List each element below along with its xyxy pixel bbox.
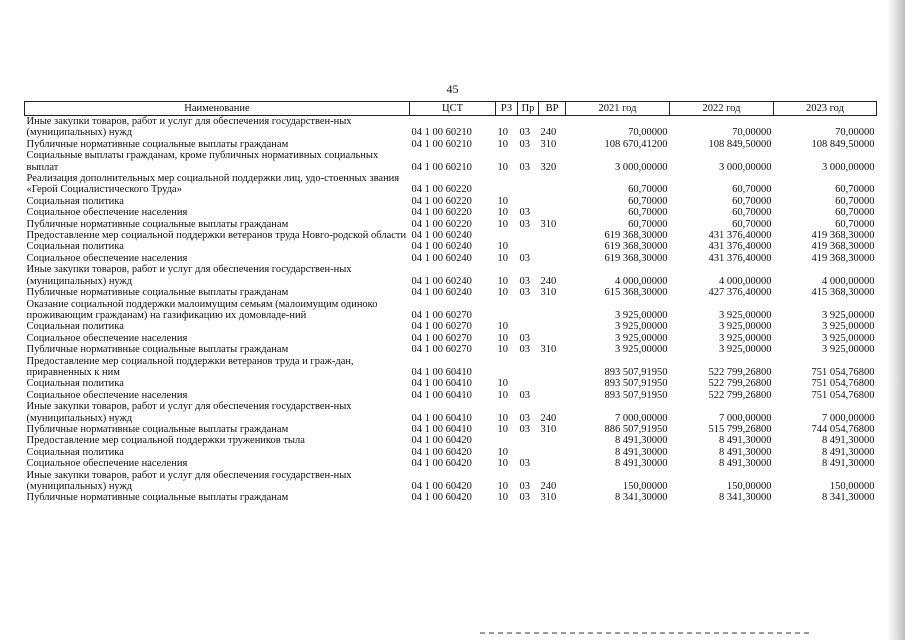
row-2023-cell: 60,70000 <box>835 195 875 207</box>
table-row <box>25 321 877 332</box>
row-2023-cell: 744 054,76800 <box>811 423 875 435</box>
row-rz-cell: 10 <box>497 321 508 333</box>
row-name-cell: Иные закупки товаров, работ и услуг для обеспечения государствен-ных (муниципальных) нужд <box>26 264 352 287</box>
table-row <box>25 264 877 287</box>
row-rz-cell: 10 <box>497 492 508 504</box>
row-csr-cell: 04 1 00 60420 <box>411 446 472 458</box>
row-rz-cell: 10 <box>497 332 508 344</box>
row-2021-cell: 7 000,00000 <box>615 412 668 424</box>
table-row <box>25 424 877 435</box>
row-2021-cell: 3 000,00000 <box>615 161 668 173</box>
row-rz-cell: 10 <box>497 378 508 390</box>
row-2022-cell: 427 376,40000 <box>708 287 772 299</box>
row-2023-cell: 751 054,76800 <box>811 366 875 378</box>
row-name-cell: Публичные нормативные социальные выплаты гражданам <box>26 492 289 504</box>
row-2023-cell: 751 054,76800 <box>811 389 875 401</box>
row-2021-cell: 619 368,30000 <box>604 230 668 242</box>
row-vr-cell <box>539 196 566 207</box>
row-csr-cell: 04 1 00 60410 <box>411 378 472 390</box>
row-csr-cell: 04 1 00 60240 <box>411 275 472 287</box>
row-csr-cell: 04 1 00 60270 <box>411 309 472 321</box>
row-csr-cell: 04 1 00 60410 <box>411 412 472 424</box>
row-csr-cell: 04 1 00 60240 <box>411 241 472 253</box>
row-pr-cell: 03 <box>519 412 530 424</box>
row-vr-cell <box>539 390 566 401</box>
row-pr-cell: 03 <box>519 275 530 287</box>
table-row <box>25 447 877 458</box>
row-pr-cell <box>518 173 539 196</box>
row-vr-cell: 240 <box>540 275 557 287</box>
row-pr-cell: 03 <box>519 423 530 435</box>
table-row <box>25 435 877 446</box>
row-csr-cell: 04 1 00 60220 <box>411 218 472 230</box>
row-2021-cell: 3 925,00000 <box>615 309 668 321</box>
row-2022-cell: 70,00000 <box>732 127 772 139</box>
row-pr-cell: 03 <box>519 458 530 470</box>
row-vr-cell: 310 <box>540 287 557 299</box>
row-2022-cell: 3 925,00000 <box>719 332 772 344</box>
row-rz-cell: 10 <box>497 252 508 264</box>
row-pr-cell <box>518 378 539 389</box>
row-name-cell: Публичные нормативные социальные выплаты гражданам <box>26 344 289 356</box>
table-row <box>25 139 877 150</box>
row-2023-cell: 60,70000 <box>835 207 875 219</box>
row-csr-cell: 04 1 00 60420 <box>411 492 472 504</box>
row-name-cell: Социальная политика <box>26 446 124 458</box>
row-2021-cell: 3 925,00000 <box>615 332 668 344</box>
row-name-cell: Социальное обеспечение населения <box>26 458 188 470</box>
row-vr-cell: 310 <box>540 492 557 504</box>
row-2023-cell: 415 368,30000 <box>811 287 875 299</box>
table-row <box>25 458 877 469</box>
row-pr-cell: 03 <box>519 389 530 401</box>
row-vr-cell: 310 <box>540 138 557 150</box>
scan-artifact-line <box>480 632 810 634</box>
row-2021-cell: 3 925,00000 <box>615 321 668 333</box>
row-vr-cell: 310 <box>540 423 557 435</box>
header-name: Наименование <box>25 102 410 116</box>
row-pr-cell <box>518 230 539 241</box>
row-2023-cell: 419 368,30000 <box>811 241 875 253</box>
row-vr-cell: 240 <box>540 412 557 424</box>
row-vr-cell <box>539 241 566 252</box>
row-csr-cell: 04 1 00 60220 <box>411 184 472 196</box>
row-2022-cell: 522 799,26800 <box>708 389 772 401</box>
row-pr-cell <box>518 241 539 252</box>
table-row <box>25 299 877 322</box>
table-row <box>25 470 877 493</box>
row-2022-cell: 60,70000 <box>732 218 772 230</box>
row-rz-cell: 10 <box>497 138 508 150</box>
row-rz-cell: 10 <box>497 275 508 287</box>
row-name-cell: Иные закупки товаров, работ и услуг для обеспечения государствен-ных (муниципальных) нужд <box>26 401 352 424</box>
row-2021-cell: 60,70000 <box>628 195 668 207</box>
row-2021-cell: 893 507,91950 <box>604 378 668 390</box>
table-row <box>25 207 877 218</box>
row-vr-cell <box>539 333 566 344</box>
row-name-cell: Реализация дополнительных мер социальной поддержки лиц, удо-стоенных звания «Герой Социалистического Труда» <box>26 173 400 196</box>
row-pr-cell: 03 <box>519 207 530 219</box>
row-csr-cell: 04 1 00 60270 <box>411 332 472 344</box>
row-rz-cell: 10 <box>497 207 508 219</box>
row-2022-cell: 3 925,00000 <box>719 344 772 356</box>
row-2022-cell: 515 799,26800 <box>708 423 772 435</box>
row-2021-cell: 4 000,00000 <box>615 275 668 287</box>
row-2021-cell: 893 507,91950 <box>604 389 668 401</box>
row-name-cell: Социальное обеспечение населения <box>26 252 188 264</box>
row-name-cell: Социальные выплаты гражданам, кроме публичных нормативных социальных выплат <box>26 150 379 173</box>
row-2022-cell: 60,70000 <box>732 195 772 207</box>
table-row <box>25 219 877 230</box>
row-csr-cell: 04 1 00 60220 <box>411 207 472 219</box>
row-2023-cell: 419 368,30000 <box>811 230 875 242</box>
row-name-cell: Публичные нормативные социальные выплаты гражданам <box>26 287 289 299</box>
row-name-cell: Предоставление мер социальной поддержки ветеранов труда и граж-дан, приравненных к ним <box>26 355 354 378</box>
row-2022-cell: 522 799,26800 <box>708 378 772 390</box>
row-rz-cell: 10 <box>497 423 508 435</box>
row-pr-cell <box>518 196 539 207</box>
table-row <box>25 401 877 424</box>
row-2021-cell: 893 507,91950 <box>604 366 668 378</box>
table-row <box>25 287 877 298</box>
row-2023-cell: 8 491,30000 <box>822 435 875 447</box>
row-2023-cell: 8 491,30000 <box>822 458 875 470</box>
row-2022-cell: 431 376,40000 <box>708 230 772 242</box>
row-2022-cell: 4 000,00000 <box>719 275 772 287</box>
row-name-cell: Предоставление мер социальной поддержки ветеранов труда Новго-родской области <box>26 230 407 242</box>
row-2023-cell: 60,70000 <box>835 184 875 196</box>
row-pr-cell: 03 <box>519 481 530 492</box>
table-row <box>25 241 877 252</box>
row-2022-cell: 8 491,30000 <box>719 435 772 447</box>
row-2021-cell: 150,00000 <box>622 481 668 492</box>
row-pr-cell: 03 <box>519 161 530 173</box>
page-number: 45 <box>446 82 459 96</box>
table-row <box>25 356 877 379</box>
header-2022: 2022 год <box>670 102 774 116</box>
row-rz-cell: 10 <box>497 161 508 173</box>
row-2022-cell: 7 000,00000 <box>719 412 772 424</box>
row-2023-cell: 3 925,00000 <box>822 321 875 333</box>
row-csr-cell: 04 1 00 60240 <box>411 287 472 299</box>
row-vr-cell <box>539 458 566 469</box>
row-2023-cell: 751 054,76800 <box>811 378 875 390</box>
row-rz-cell <box>496 299 518 322</box>
row-vr-cell <box>539 230 566 241</box>
row-rz-cell: 10 <box>497 195 508 207</box>
row-vr-cell: 310 <box>540 218 557 230</box>
row-2023-cell: 8 491,30000 <box>822 446 875 458</box>
row-name-cell: Иные закупки товаров, работ и услуг для обеспечения государствен-ных (муниципальных) нужд <box>26 469 352 492</box>
row-vr-cell: 320 <box>540 161 557 173</box>
row-2021-cell: 3 925,00000 <box>615 344 668 356</box>
row-name-cell: Предоставление мер социальной поддержки тружеников тыла <box>26 435 305 447</box>
row-2022-cell: 3 000,00000 <box>719 161 772 173</box>
row-2021-cell: 8 491,30000 <box>615 446 668 458</box>
row-2022-cell: 60,70000 <box>732 207 772 219</box>
row-vr-cell <box>539 321 566 332</box>
row-pr-cell <box>518 447 539 458</box>
row-rz-cell: 10 <box>497 412 508 424</box>
row-rz-cell: 10 <box>497 458 508 470</box>
row-name-cell: Социальное обеспечение населения <box>26 332 188 344</box>
header-2021: 2021 год <box>566 102 670 116</box>
header-rz: РЗ <box>496 102 518 116</box>
row-name-cell: Социальное обеспечение населения <box>26 207 188 219</box>
row-2021-cell: 60,70000 <box>628 218 668 230</box>
row-2023-cell: 150,00000 <box>829 481 875 492</box>
row-vr-cell <box>539 207 566 218</box>
row-2021-cell: 619 368,30000 <box>604 252 668 264</box>
row-rz-cell: 10 <box>497 344 508 356</box>
row-name-cell: Социальная политика <box>26 195 124 207</box>
row-pr-cell <box>518 356 539 379</box>
row-pr-cell: 03 <box>519 344 530 356</box>
table-row <box>25 173 877 196</box>
row-vr-cell <box>539 435 566 446</box>
table-row <box>25 253 877 264</box>
row-csr-cell: 04 1 00 60420 <box>411 435 472 447</box>
row-2023-cell: 3 925,00000 <box>822 344 875 356</box>
row-2022-cell: 3 925,00000 <box>719 309 772 321</box>
row-2022-cell: 60,70000 <box>732 184 772 196</box>
table-row <box>25 150 877 173</box>
row-rz-cell: 10 <box>497 127 508 139</box>
row-csr-cell: 04 1 00 60410 <box>411 366 472 378</box>
row-rz-cell: 10 <box>497 287 508 299</box>
row-vr-cell: 240 <box>540 127 557 139</box>
table-header-row <box>25 102 877 116</box>
row-2023-cell: 4 000,00000 <box>822 275 875 287</box>
row-2022-cell: 3 925,00000 <box>719 321 772 333</box>
row-2021-cell: 60,70000 <box>628 207 668 219</box>
table-row <box>25 344 877 355</box>
row-name-cell: Социальная политика <box>26 321 124 333</box>
row-2021-cell: 615 368,30000 <box>604 287 668 299</box>
row-pr-cell <box>518 435 539 446</box>
row-pr-cell: 03 <box>519 492 530 504</box>
row-rz-cell: 10 <box>497 446 508 458</box>
row-2023-cell: 108 849,50000 <box>811 138 875 150</box>
row-rz-cell <box>496 356 518 379</box>
row-pr-cell: 03 <box>519 332 530 344</box>
header-vr: ВР <box>539 102 566 116</box>
row-2023-cell: 3 000,00000 <box>822 161 875 173</box>
row-rz-cell: 10 <box>497 241 508 253</box>
row-2023-cell: 8 341,30000 <box>822 492 875 504</box>
row-csr-cell: 04 1 00 60220 <box>411 195 472 207</box>
row-2021-cell: 70,00000 <box>628 127 668 139</box>
row-csr-cell: 04 1 00 60420 <box>411 481 472 492</box>
row-pr-cell <box>518 299 539 322</box>
row-2022-cell: 522 799,26800 <box>708 366 772 378</box>
budget-table <box>24 101 877 504</box>
row-name-cell: Публичные нормативные социальные выплаты гражданам <box>26 218 289 230</box>
row-csr-cell: 04 1 00 60410 <box>411 389 472 401</box>
row-2021-cell: 886 507,91950 <box>604 423 668 435</box>
row-pr-cell: 03 <box>519 138 530 150</box>
row-pr-cell: 03 <box>519 252 530 264</box>
row-2022-cell: 108 849,50000 <box>708 138 772 150</box>
row-2023-cell: 60,70000 <box>835 218 875 230</box>
row-csr-cell: 04 1 00 60210 <box>411 161 472 173</box>
row-rz-cell: 10 <box>497 389 508 401</box>
row-2021-cell: 619 368,30000 <box>604 241 668 253</box>
row-csr-cell: 04 1 00 60240 <box>411 230 472 242</box>
table-row <box>25 116 877 139</box>
row-name-cell: Публичные нормативные социальные выплаты гражданам <box>26 138 289 150</box>
row-name-cell: Оказание социальной поддержки малоимущим семьям (малоимущим одиноко проживающим гражданам) на газификацию их домовладе-ний <box>26 298 378 321</box>
row-2023-cell: 3 925,00000 <box>822 332 875 344</box>
row-rz-cell: 10 <box>497 218 508 230</box>
row-vr-cell <box>539 299 566 322</box>
row-rz-cell <box>496 173 518 196</box>
row-2022-cell: 8 491,30000 <box>719 446 772 458</box>
row-vr-cell <box>539 378 566 389</box>
row-vr-cell <box>539 447 566 458</box>
row-name-cell: Социальное обеспечение населения <box>26 389 188 401</box>
row-csr-cell: 04 1 00 60420 <box>411 458 472 470</box>
row-2021-cell: 108 670,41200 <box>604 138 668 150</box>
header-2023: 2023 год <box>774 102 877 116</box>
row-name-cell: Публичные нормативные социальные выплаты гражданам <box>26 423 289 435</box>
row-csr-cell: 04 1 00 60270 <box>411 321 472 333</box>
row-2023-cell: 7 000,00000 <box>822 412 875 424</box>
row-2022-cell: 8 491,30000 <box>719 458 772 470</box>
row-2023-cell: 419 368,30000 <box>811 252 875 264</box>
table-row <box>25 230 877 241</box>
row-2022-cell: 150,00000 <box>726 481 772 492</box>
row-name-cell: Иные закупки товаров, работ и услуг для обеспечения государствен-ных (муниципальных) нужд <box>26 116 352 139</box>
row-pr-cell: 03 <box>519 287 530 299</box>
row-name-cell: Социальная политика <box>26 241 124 253</box>
row-vr-cell: 240 <box>540 481 557 492</box>
table-body <box>25 116 877 504</box>
row-2022-cell: 8 341,30000 <box>719 492 772 504</box>
row-csr-cell: 04 1 00 60410 <box>411 423 472 435</box>
row-2021-cell: 60,70000 <box>628 184 668 196</box>
row-rz-cell: 10 <box>497 481 508 492</box>
row-2023-cell: 70,00000 <box>835 127 875 139</box>
row-csr-cell: 04 1 00 60270 <box>411 344 472 356</box>
row-name-cell: Социальная политика <box>26 378 124 390</box>
row-2021-cell: 8 341,30000 <box>615 492 668 504</box>
row-csr-cell: 04 1 00 60210 <box>411 127 472 139</box>
header-pr: Пр <box>518 102 539 116</box>
row-csr-cell: 04 1 00 60210 <box>411 138 472 150</box>
row-vr-cell <box>539 253 566 264</box>
table-row <box>25 378 877 389</box>
table-row <box>25 390 877 401</box>
row-2022-cell: 431 376,40000 <box>708 252 772 264</box>
row-rz-cell <box>496 230 518 241</box>
row-2023-cell: 3 925,00000 <box>822 309 875 321</box>
row-2021-cell: 8 491,30000 <box>615 458 668 470</box>
row-pr-cell <box>518 321 539 332</box>
row-2021-cell: 8 491,30000 <box>615 435 668 447</box>
row-vr-cell <box>539 356 566 379</box>
row-rz-cell <box>496 435 518 446</box>
row-csr-cell: 04 1 00 60240 <box>411 252 472 264</box>
table-row <box>25 196 877 207</box>
table-row <box>25 333 877 344</box>
row-pr-cell: 03 <box>519 127 530 139</box>
row-pr-cell: 03 <box>519 218 530 230</box>
header-csr: ЦСТ <box>410 102 496 116</box>
row-vr-cell <box>539 173 566 196</box>
row-2022-cell: 431 376,40000 <box>708 241 772 253</box>
table-row <box>25 492 877 503</box>
row-vr-cell: 310 <box>540 344 557 356</box>
